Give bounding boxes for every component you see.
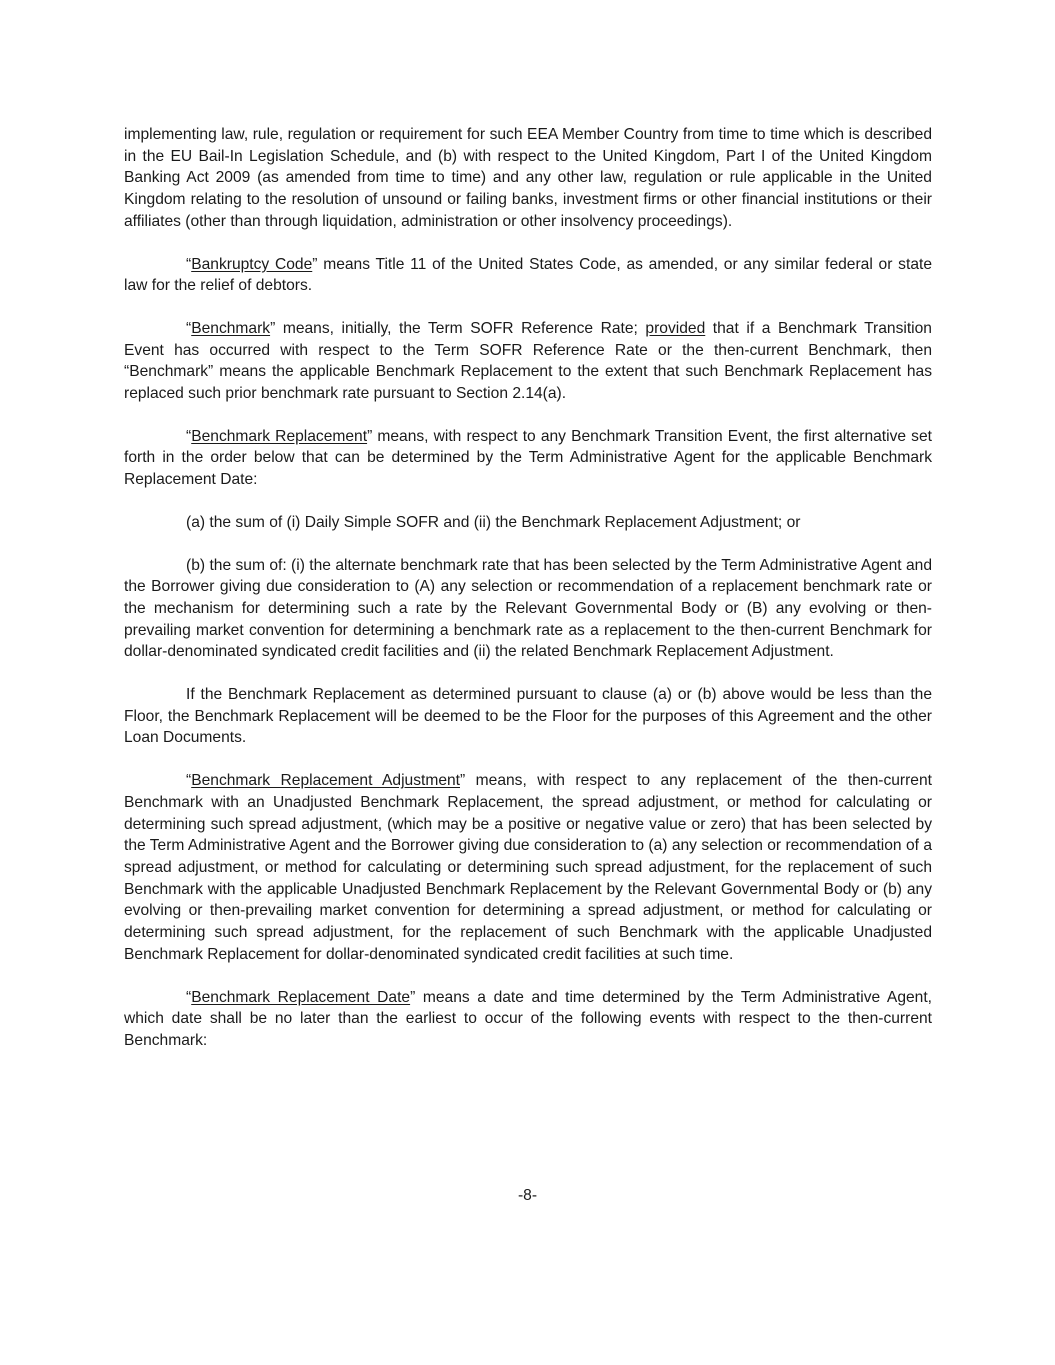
definition-text: means, initially, the Term SOFR Reference Rate; xyxy=(275,319,646,337)
defined-term: Benchmark Replacement Adjustment xyxy=(191,772,460,790)
close-quote: ” xyxy=(312,255,318,273)
definition-text-continued: that if a Benchmark Transition Event has occurred with respect to the Term SOFR Reference Rate or the then-current Benchmark, then “Benchmark” means the applicable Benchmark Replacement to the extent that such Benchmark Replacement has replaced such prior benchmark rate pursuant to Section 2.14(a). xyxy=(124,319,932,403)
clause-text: (b) the sum of: (i) the alternate benchmark rate that has been selected by the Term Administrative Agent and the Borrower giving due consideration to (A) any selection or recommendation of a replacement benchmark rate or the mechanism for determining such a rate by the Relevant Governmental Body or (B) any evolving or then-prevailing market convention for determining a benchmark rate as a replacement to the then-current Benchmark for dollar-denominated syndicated credit facilities and (ii) the related Benchmark Replacement Adjustment. xyxy=(124,556,932,661)
page-body xyxy=(124,124,932,1073)
clause-text: (a) the sum of (i) Daily Simple SOFR and (ii) the Benchmark Replacement Adjustment; or xyxy=(186,513,801,531)
floor-provision xyxy=(124,684,932,749)
definition-text: means a date and time determined by the Term Administrative Agent, which date shall be no later than the earliest to occur of the following events with respect to the then-current Benchmark: xyxy=(124,988,932,1049)
open-quote: “ xyxy=(186,988,192,1006)
page-number: -8- xyxy=(517,1187,538,1204)
close-quote: ” xyxy=(367,427,373,445)
paragraph-bail-in-legislation-continued xyxy=(124,124,932,233)
defined-term: Benchmark Replacement xyxy=(191,427,368,445)
paragraph-text: implementing law, rule, regulation or requirement for such EEA Member Country from time to time which is described in the EU Bail-In Legislation Schedule, and (b) with respect to the United Kingdom, Part I of the United Kingdom Banking Act 2009 (as amended from time to time) and any other law, regulation or rule applicable in the United Kingdom relating to the resolution of unsound or failing banks, investment firms or other financial institutions or their affiliates (other than through liquidation, administration or other insolvency proceedings). xyxy=(124,126,932,230)
paragraph-text: If the Benchmark Replacement as determined pursuant to clause (a) or (b) above would be less than the Floor, the Benchmark Replacement will be deemed to be the Floor for the purposes of this Agreement and the other Loan Documents. xyxy=(124,686,932,747)
definition-text: means Title 11 of the United States Code, as amended, or any similar federal or state law for the relief of debtors. xyxy=(124,255,932,295)
definition-text: means, with respect to any Benchmark Transition Event, the first alternative set forth in the order below that can be determined by the Term Administrative Agent for the applicable Benchmark Replacement Date: xyxy=(124,427,932,489)
definition-benchmark-replacement-date xyxy=(124,987,932,1052)
open-quote: “ xyxy=(186,772,192,790)
defined-term: Benchmark Replacement Date xyxy=(191,988,411,1006)
definition-benchmark xyxy=(124,318,932,405)
defined-term: Benchmark xyxy=(191,319,271,337)
definition-text: means, with respect to any replacement of the then-current Benchmark with an Unadjusted Benchmark Replacement, the spread adjustment, or method for calculating or determining such spread adjustment, (which may be a positive or negative value or zero) that has been selected by the Term Administrative Agent and the Borrower giving due consideration to (a) any selection or recommendation of a spread adjustment, or method for calculating or determining such spread adjustment, for the replacement of such Benchmark with the applicable Unadjusted Benchmark Replacement by the Relevant Governmental Body or (b) any evolving or then-prevailing market convention for determining a spread adjustment, or method for calculating or determining such spread adjustment, for the replacement of such Benchmark with the applicable Unadjusted Benchmark Replacement for dollar-denominated syndicated credit facilities at such time. xyxy=(124,772,932,963)
close-quote: ” xyxy=(410,988,416,1006)
definition-benchmark-replacement xyxy=(124,426,932,491)
clause-a xyxy=(124,512,932,534)
open-quote: “ xyxy=(186,427,192,445)
clause-b xyxy=(124,555,932,664)
definition-benchmark-replacement-adjustment xyxy=(124,770,932,965)
close-quote: ” xyxy=(460,772,466,790)
open-quote: “ xyxy=(186,319,192,337)
definition-bankruptcy-code xyxy=(124,254,932,297)
defined-term: Bankruptcy Code xyxy=(191,255,313,273)
open-quote: “ xyxy=(186,255,192,273)
proviso-term: provided xyxy=(645,319,706,337)
close-quote: ” xyxy=(270,319,276,337)
